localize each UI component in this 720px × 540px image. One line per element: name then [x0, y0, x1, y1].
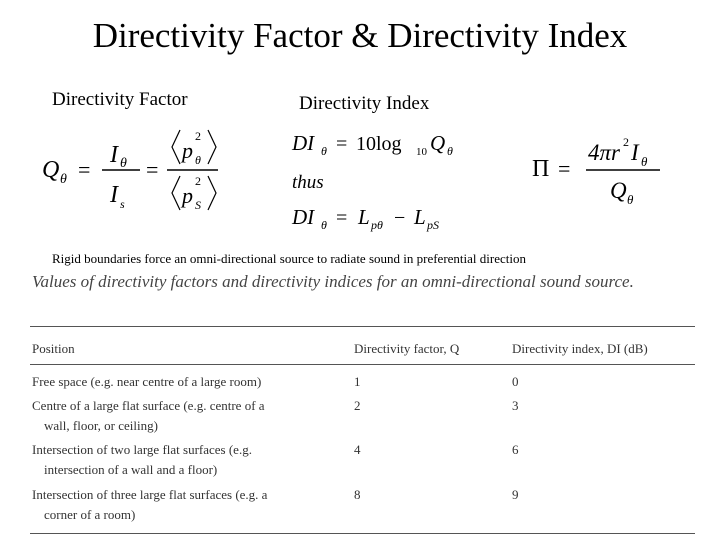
eq-l-ps-symbol: L [414, 205, 426, 229]
directivity-factor-equation [40, 118, 240, 218]
table-row-q: 1 [354, 374, 361, 389]
eq-equals-2: = [146, 157, 159, 182]
eq-i-s-sub: s [120, 197, 125, 211]
eq-pi-q-symbol: Q [610, 178, 627, 203]
table-header-rule [30, 364, 695, 365]
eq-p-theta-sub: θ [195, 153, 201, 167]
directivity-index-equations [290, 124, 500, 244]
table-row-di: 0 [512, 374, 519, 389]
eq-p-s-symbol: p [182, 183, 193, 208]
position-line-1: Free space (e.g. near centre of a large room) [32, 374, 262, 389]
eq-q-theta-sub: θ [60, 172, 67, 187]
table-top-rule [30, 326, 695, 327]
eq-angle-open-top [172, 130, 180, 164]
eq-minus: − [394, 207, 406, 229]
header-directivity-index: Directivity index, DI (dB) [512, 341, 648, 356]
eq-l-p-theta-symbol: L [358, 205, 370, 229]
eq-ten-log: 10log [356, 133, 402, 155]
table-row-position [32, 396, 338, 436]
eq-thus: thus [292, 172, 324, 193]
eq-di2-symbol: DI [292, 205, 315, 229]
directivity-index-heading: Directivity Index [299, 93, 430, 114]
table-row-q: 4 [354, 442, 361, 457]
eq-q-symbol: Q [42, 157, 60, 183]
position-line-1: Intersection of two large flat surfaces (e.g. [32, 442, 252, 457]
eq-equals-4: = [336, 207, 348, 229]
table-row-di: 3 [512, 398, 519, 413]
eq-four-pi-r: 4πr [588, 140, 620, 165]
eq-di2-theta-sub: θ [321, 218, 327, 232]
eq-i-s-symbol: I [110, 182, 118, 208]
eq-equals-3: = [336, 133, 348, 155]
eq-equals-1: = [78, 157, 91, 182]
table-row-di: 6 [512, 442, 519, 457]
eq-p-theta-symbol: p [182, 138, 193, 163]
table-row-position [32, 440, 338, 480]
eq-i-theta-symbol: I [110, 142, 118, 168]
eq-equals-5: = [558, 156, 571, 181]
table-row-q: 2 [354, 398, 361, 413]
eq-di-theta-sub: θ [321, 144, 327, 158]
eq-pi-symbol: Π [532, 156, 550, 182]
position-line-1: Intersection of three large flat surfaces (e.g. a [32, 487, 268, 502]
table-caption: Values of directivity factors and directivity indices for an omni-directional sound source. [32, 272, 634, 291]
header-position: Position [32, 341, 75, 356]
eq-pi-q-sub: θ [627, 192, 634, 207]
table-row-di: 9 [512, 487, 519, 502]
page-title: Directivity Factor & Directivity Index [92, 16, 628, 55]
position-line-2: intersection of a wall and a floor) [44, 462, 218, 477]
table-row-position [32, 372, 338, 392]
eq-log-base: 10 [416, 146, 427, 158]
eq-l-p-theta-sub: pθ [371, 218, 383, 232]
eq-p-theta-exp: 2 [195, 129, 201, 143]
header-directivity-factor: Directivity factor, Q [354, 341, 460, 356]
position-line-1: Centre of a large flat surface (e.g. centre of a [32, 398, 265, 413]
table-bottom-rule [30, 533, 695, 534]
eq-pi-i-sub: θ [641, 154, 648, 169]
eq-i-theta-sub: θ [120, 156, 127, 171]
eq-l-ps-sub: pS [427, 218, 439, 232]
directivity-factor-heading: Directivity Factor [52, 89, 188, 110]
eq-di-symbol: DI [292, 131, 315, 155]
pi-equation [530, 130, 690, 210]
eq-p-s-sub: S [195, 198, 201, 212]
position-line-2: corner of a room) [44, 507, 136, 522]
eq-r-exp: 2 [623, 135, 629, 149]
position-line-2: wall, floor, or ceiling) [44, 418, 158, 433]
table-row-q: 8 [354, 487, 361, 502]
eq-di-q-sub: θ [447, 144, 453, 158]
eq-pi-i-symbol: I [631, 140, 639, 165]
table-row-position [32, 485, 338, 525]
eq-di-q-symbol: Q [430, 131, 446, 155]
eq-angle-open-bottom [172, 176, 180, 210]
eq-p-s-exp: 2 [195, 174, 201, 188]
boundary-caption: Rigid boundaries force an omni-directional source to radiate sound in preferential direction [52, 251, 526, 266]
eq-angle-close-bottom [208, 176, 216, 210]
eq-angle-close-top [208, 130, 216, 164]
